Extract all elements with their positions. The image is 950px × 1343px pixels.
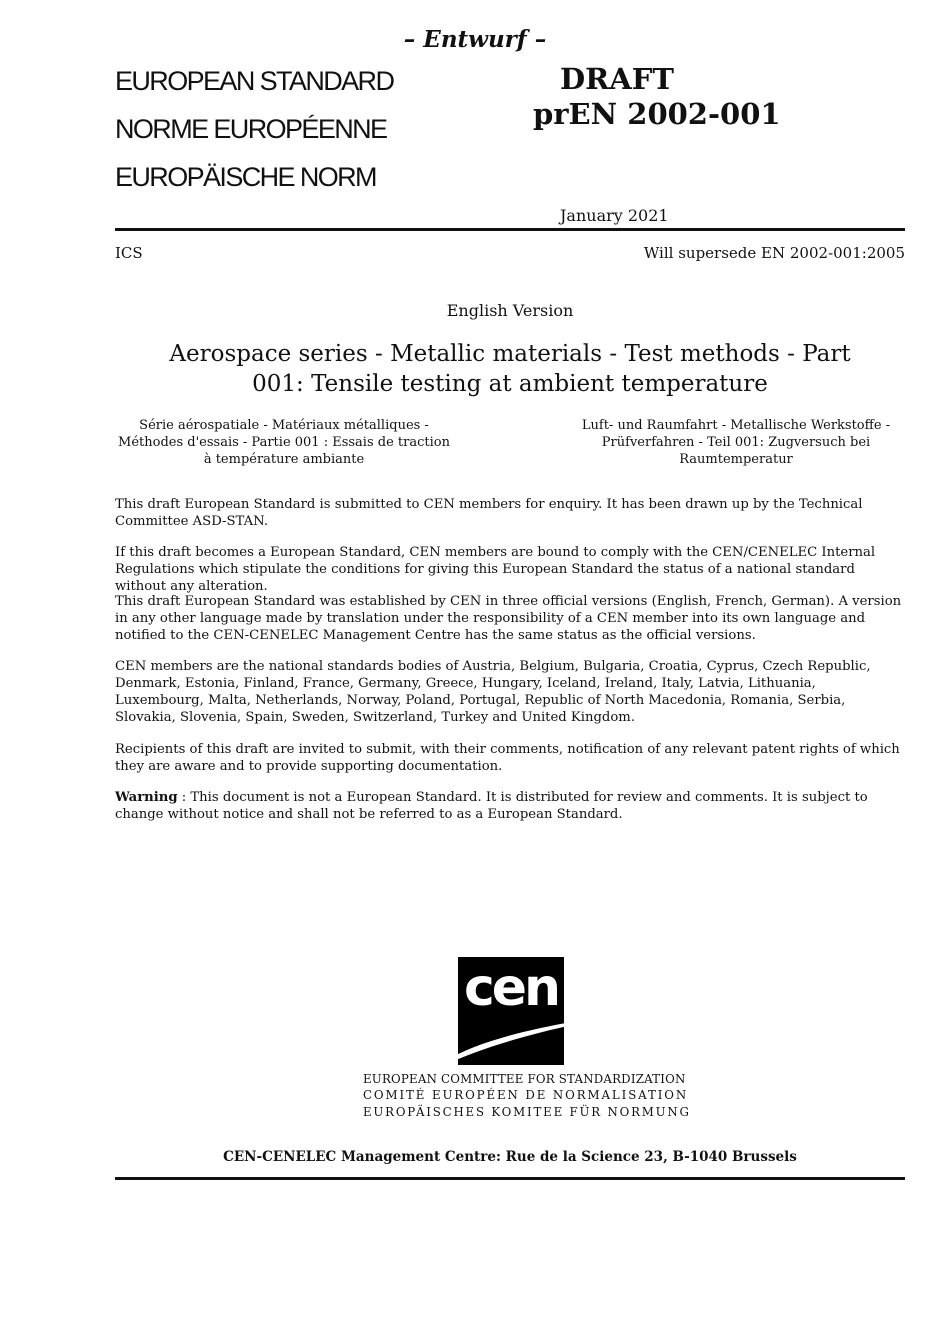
header-divider: [115, 228, 905, 231]
version-label: English Version: [446, 301, 574, 320]
document-number: prEN 2002-001: [533, 97, 781, 131]
paragraph-regulations: If this draft becomes a European Standard, CEN members are bound to comply with the CEN/CENELEC Internal Regulations which stipulate the conditions for giving this European Standard the status of a national standard without any alteration.: [115, 545, 876, 594]
cen-name-fr: COMITÉ EUROPÉEN DE NORMALISATION: [363, 1088, 689, 1102]
footer-divider: [115, 1177, 905, 1180]
paragraph-patent-rights: Recipients of this draft are invited to submit, with their comments, notification of any relevant patent rights of which they are aware and to provide supporting documentation.: [115, 742, 900, 774]
paragraph-warning: [115, 789, 905, 823]
standard-name-de: EUROPÄISCHE NORM: [115, 162, 376, 192]
cen-name-en: EUROPEAN COMMITTEE FOR STANDARDIZATION: [363, 1072, 686, 1086]
cen-logo-text: cen: [463, 958, 559, 1018]
german-title: Luft- und Raumfahrt - Metallische Werkstoffe - Prüfverfahren - Teil 001: Zugversuch bei Raumtemperatur: [581, 418, 891, 467]
french-title: Série aérospatiale - Matériaux métalliques - Méthodes d'essais - Partie 001 : Essais de traction à température ambiante: [118, 418, 450, 467]
supersedes-note: Will supersede EN 2002-001:2005: [643, 244, 905, 262]
paragraph-official-versions: This draft European Standard was established by CEN in three official versions (English, French, German). A version in any other language made by translation under the responsibility of a CEN member into its own language and notified to the CEN-CENELEC Management Centre has the same status as the official versions.: [115, 594, 902, 643]
document-title: Aerospace series - Metallic materials - Test methods - Part 001: Tensile testing at ambient temperature: [169, 341, 851, 397]
warning-label: Warning: [115, 790, 178, 805]
cen-name-de: EUROPÄISCHES KOMITEE FÜR NORMUNG: [363, 1105, 691, 1119]
paragraph-members: CEN members are the national standards bodies of Austria, Belgium, Bulgaria, Croatia, Cyprus, Czech Republic, Denmark, Estonia, Finland, France, Germany, Greece, Hungary, Iceland, Ireland, Italy, Latvia, Lithuania, Luxembourg, Malta, Netherlands, Norway, Poland, Portugal, Republic of North Macedonia, Romania, Serbia, Slovakia, Slovenia, Spain, Sweden, Switzerland, Turkey and United Kingdom.: [115, 659, 871, 725]
cen-logo: [445, 957, 580, 1065]
document-date: January 2021: [560, 206, 669, 225]
management-centre-address: CEN-CENELEC Management Centre: Rue de la Science 23, B-1040 Brussels: [223, 1149, 797, 1165]
paragraph-enquiry: This draft European Standard is submitted to CEN members for enquiry. It has been drawn up by the Technical Committee ASD-STAN.: [115, 497, 863, 529]
ics-label: ICS: [115, 244, 143, 262]
entwurf-label: – Entwurf –: [403, 26, 547, 53]
draft-label: DRAFT: [560, 62, 674, 96]
standard-name-en: EUROPEAN STANDARD: [115, 66, 394, 96]
warning-text: : This document is not a European Standard. It is distributed for review and comments. It is subject to change without notice and shall not be referred to as a European Standard.: [115, 790, 868, 822]
standard-name-fr: NORME EUROPÉENNE: [115, 114, 387, 144]
